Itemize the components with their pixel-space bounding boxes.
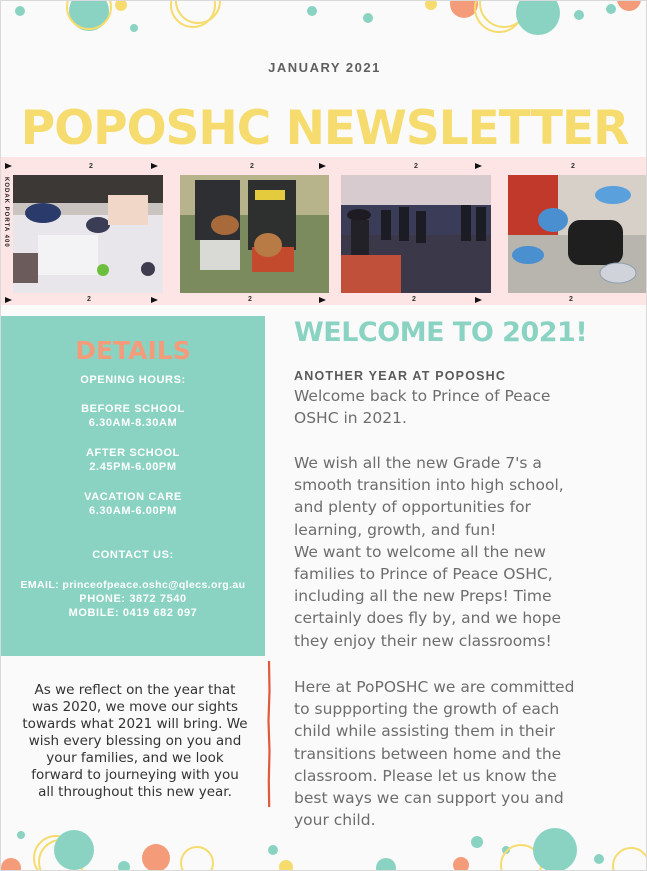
film-frame-number: 2 [248,296,252,303]
vacation-care-label: VACATION CARE [84,491,182,503]
film-frame-number: 2 [87,296,91,303]
film-arrow-icon [475,297,482,303]
reflection-line: forward to journeying with you [31,767,239,783]
text-line: We wish all the new Grade 7's a [294,454,542,472]
reflection-text [15,682,255,801]
reflection-line: wish every blessing on you and [28,733,242,749]
text-line: transitions between home and the [294,744,562,763]
photo-children-painting [13,175,163,293]
text-line: learning, growth, and fun! [294,520,497,539]
before-school-time: 6.30AM-8.30AM [88,417,178,429]
opening-hours-label: OPENING HOURS: [80,374,186,386]
text-line: OSHC in 2021. [294,409,407,428]
text-line: smooth transition into high school, [294,476,564,495]
text-line: including all the new Preps! Time [294,587,552,606]
film-frame-number: 2 [412,296,416,303]
contact-phone: PHONE: 3872 7540 [79,593,187,605]
text-line: best ways we can support you and [294,789,564,808]
welcome-subheading: ANOTHER YEAR AT POPOSHC [294,369,507,383]
film-arrow-icon [5,163,12,169]
film-frame-number: 2 [571,163,575,170]
details-panel [1,316,265,656]
reflection-line: all throughout this new year. [38,784,232,800]
text-line: certainly does fly by, and we hope [294,609,562,628]
film-arrow-icon [151,163,158,169]
text-line: child while assisting them in their [294,722,555,741]
film-arrow-icon [319,163,326,169]
film-brand-label: KODAK PORTA 400 [3,177,9,248]
welcome-paragraph-2 [294,452,614,652]
bottom-decoration [1,810,647,870]
film-frame-number: 2 [414,163,418,170]
welcome-paragraph-3 [294,676,614,831]
vacation-care-time: 6.30AM-6.00PM [89,505,177,517]
film-frame-number: 2 [569,296,573,303]
film-arrow-icon [151,297,158,303]
text-line: your child. [294,811,376,830]
text-line: Welcome back to Prince of Peace [294,387,551,405]
newsletter-title: POPOSHC NEWSLETTER [20,101,629,156]
details-heading: DETAILS [75,336,191,365]
contact-mobile: MOBILE: 0419 682 097 [68,607,198,619]
welcome-paragraph-1 [294,385,614,429]
text-line: and plenty of opportunities for [294,498,531,517]
contact-email[interactable]: EMAIL: princeofpeace.oshc@qlecs.org.au [20,579,246,591]
reflection-line: As we reflect on the year that [34,682,236,698]
film-arrow-icon [475,163,482,169]
before-school-label: BEFORE SCHOOL [81,403,185,415]
contact-label: CONTACT US: [92,549,174,561]
text-line: We want to welcome all the new [294,542,546,561]
brush-divider [267,661,271,807]
reflection-line: towards what 2021 will bring. We [22,716,248,732]
photo-children-chickens [180,175,329,293]
photo-children-gloves [508,175,647,293]
text-line: they enjoy their new classrooms! [294,631,552,650]
text-line: classroom. Please let us know the [294,766,557,785]
photo-film-strip [1,157,647,305]
reflection-line: your families, and we look [46,750,224,766]
after-school-time: 2.45PM-6.00PM [89,461,177,473]
top-decoration [1,1,647,61]
newsletter-date: JANUARY 2021 [268,60,381,75]
welcome-heading: WELCOME TO 2021! [294,317,588,348]
film-arrow-icon [5,297,12,303]
text-line: families to Prince of Peace OSHC, [294,565,553,584]
film-frame-number: 2 [250,163,254,170]
reflection-line: was 2020, we move our sights [31,699,239,715]
text-line: Here at PoPOSHC we are committed [294,678,575,696]
film-arrow-icon [319,297,326,303]
after-school-label: AFTER SCHOOL [86,447,180,459]
film-frame-number: 2 [89,163,93,170]
text-line: to suppporting the growth of each [294,700,560,719]
photo-children-outdoors [341,175,491,293]
